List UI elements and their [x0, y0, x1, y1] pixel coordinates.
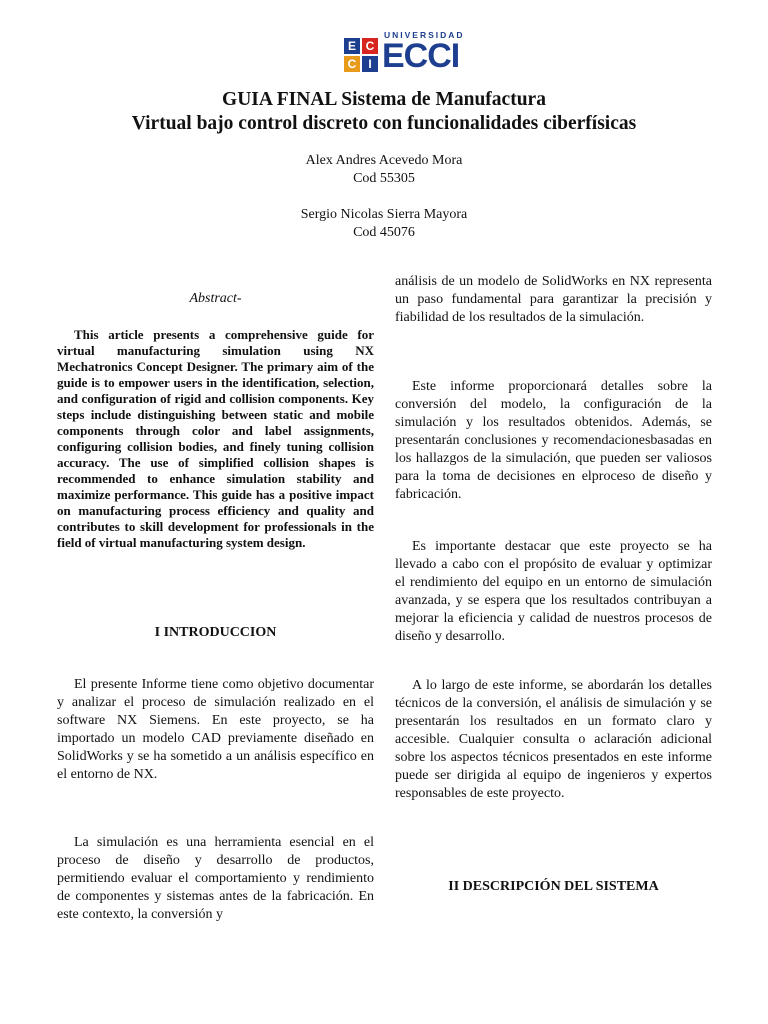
logo-name-text: ECCI: [382, 37, 460, 75]
paragraph: [395, 273, 712, 327]
paragraph: [395, 378, 712, 504]
logo-cell: C: [362, 38, 378, 54]
paragraph-text: Es importante destacar que este proyecto se ha llevado a cabo con el propósito de evaluar y optimizar el rendimiento del equipo en un entorno de simulación avanzada, y se espera que los resultados contribuyan a mejorar la eficiencia y calidad de nuestros procesos de diseño y desarrollo.: [395, 539, 712, 644]
section-heading: II DESCRIPCIÓN DEL SISTEMA: [448, 879, 659, 894]
section-heading: I INTRODUCCION: [154, 625, 277, 640]
logo-cell: I: [362, 56, 378, 72]
university-logo: [344, 30, 464, 76]
paragraph-text: A lo largo de este informe, se abordarán los detalles técnicos de la conversión, el análisis de simulación y se presentarán los resultados en un formato claro y accesible. Cualquier consulta o aclaración adicional sobre los aspectos técnicos presentados en este informe puede ser dirigida al equipo de ingenieros y expertos responsables de este proyecto.: [395, 678, 712, 801]
paragraph-text: El presente Informe tiene como objetivo documentar y analizar el proceso de simulación realizado en el software NX Siemens. En este proyecto, se ha importado un modelo CAD previamente diseñado en SolidWorks y se ha sometido a un análisis específico en el entorno de NX.: [57, 677, 374, 782]
logo-cell: C: [344, 56, 360, 72]
title-line-1: GUIA FINAL Sistema de Manufactura: [222, 89, 546, 110]
paragraph-text: análisis de un modelo de SolidWorks en NX representa un paso fundamental para garantizar la precisión y fiabilidad de los resultados de la simulación.: [395, 274, 712, 325]
abstract-heading: Abstract-: [189, 291, 242, 306]
paragraph: [57, 834, 374, 924]
paragraph-text: La simulación es una herramienta esencial en el proceso de diseño y desarrollo de productos, permitiendo evaluar el comportamiento y rendimiento de componentes y sistemas antes de la fabricación. En este contexto, la conversión y: [57, 835, 374, 922]
paragraph: [57, 676, 374, 784]
logo-university-text: UNIVERSIDAD: [384, 30, 465, 40]
paragraph-text: Este informe proporcionará detalles sobre la conversión del modelo, la configuración de la simulación y los resultados obtenidos. Además, se presentarán conclusiones y recomendacionesbasadas en los hallazgos de la simulación, que pueden ser valiosos para la toma de decisiones en elproceso de diseño y fabricación.: [395, 379, 712, 502]
abstract-text: This article presents a comprehensive guide for virtual manufacturing simulation using NX Mechatronics Concept Designer. The primary aim of the guide is to empower users in the identification, selection, and configuration of rigid and collision components. Key steps include distinguishing between static and mobile components through color and label assignments, configuring collision bodies, and finely tuning collision accuracy. The use of simplified collision shapes is recommended to enhance simulation stability and maximize performance. This guide has a positive impact on manufacturing process efficiency and quality and contributes to skill development for professionals in the field of virtual manufacturing system design.: [57, 327, 374, 550]
author-code: Cod 45076: [353, 225, 415, 240]
logo-cell: E: [344, 38, 360, 54]
paragraph: [395, 677, 712, 803]
author-code: Cod 55305: [353, 171, 415, 186]
title-line-2: Virtual bajo control discreto con funcionalidades ciberfísicas: [131, 113, 637, 134]
author-name: Sergio Nicolas Sierra Mayora: [300, 207, 468, 222]
logo-mark: [344, 38, 378, 72]
paragraph: [395, 538, 712, 646]
author-name: Alex Andres Acevedo Mora: [305, 153, 463, 168]
